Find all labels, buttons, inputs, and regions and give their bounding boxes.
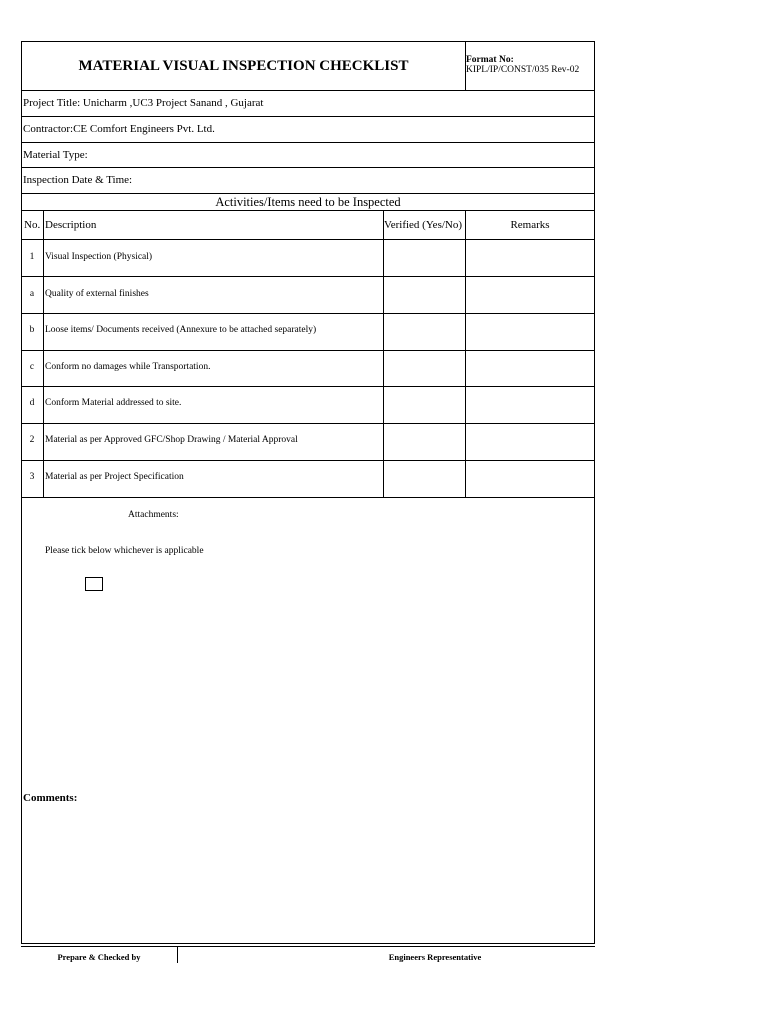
row-divider: [21, 276, 595, 277]
project-title: Project Title: Unicharm ,UC3 Project Sanand , Gujarat: [23, 97, 264, 109]
prepared-by-label: Prepare & Checked by: [57, 952, 141, 962]
row-description: Conform no damages while Transportation.: [45, 362, 211, 372]
column-header-description: Description: [45, 219, 97, 231]
divider-contractor: [21, 142, 595, 143]
row-description: Quality of external finishes: [45, 289, 149, 299]
row-number: c: [29, 362, 35, 372]
inspection-date-time: Inspection Date & Time:: [23, 174, 133, 186]
column-line-description: [383, 210, 384, 497]
section-heading: Activities/Items need to be Inspected: [215, 195, 401, 209]
row-divider: [21, 386, 595, 387]
row-description: Loose items/ Documents received (Annexure to be attached separately): [45, 325, 317, 335]
row-description: Conform Material addressed to site.: [45, 398, 182, 408]
format-no-label: Format No:: [466, 55, 514, 65]
row-number: 3: [29, 472, 35, 482]
divider-material-type: [21, 167, 595, 168]
row-description: Material as per Project Specification: [45, 472, 184, 482]
row-description: Visual Inspection (Physical): [45, 252, 153, 262]
divider-column-headers: [21, 239, 595, 240]
column-header-verified: Verified (Yes/No): [384, 219, 463, 231]
attachments-label: Attachments:: [128, 510, 179, 520]
divider-section: [21, 210, 595, 211]
footer-divider: [177, 946, 178, 963]
tick-instruction: Please tick below whichever is applicable: [45, 546, 204, 556]
engineers-representative-label: Engineers Representative: [388, 952, 482, 962]
row-divider: [21, 460, 595, 461]
row-description: Material as per Approved GFC/Shop Drawing / Material Approval: [45, 435, 298, 445]
column-line-verified: [465, 210, 466, 497]
form-title: MATERIAL VISUAL INSPECTION CHECKLIST: [78, 58, 409, 74]
column-line-no: [43, 210, 44, 497]
divider-inspection-date: [21, 193, 595, 194]
format-no-value: KIPL/IP/CONST/035 Rev-02: [466, 65, 580, 75]
material-type: Material Type:: [23, 149, 88, 161]
row-number: b: [29, 325, 35, 335]
divider-project: [21, 116, 595, 117]
comments-label: Comments:: [23, 792, 78, 804]
contractor: Contractor:CE Comfort Engineers Pvt. Ltd.: [23, 123, 215, 135]
applicable-checkbox[interactable]: [85, 577, 103, 591]
row-number: 2: [29, 435, 35, 445]
row-divider: [21, 423, 595, 424]
column-header-remarks: Remarks: [510, 219, 550, 231]
column-header-no: No.: [24, 219, 41, 231]
row-number: 1: [29, 252, 35, 262]
row-number: d: [29, 398, 35, 408]
row-number: a: [29, 289, 35, 299]
table-bottom-border: [21, 497, 595, 498]
footer-top-line: [21, 946, 595, 947]
row-divider: [21, 313, 595, 314]
divider-header: [21, 90, 595, 91]
row-divider: [21, 350, 595, 351]
